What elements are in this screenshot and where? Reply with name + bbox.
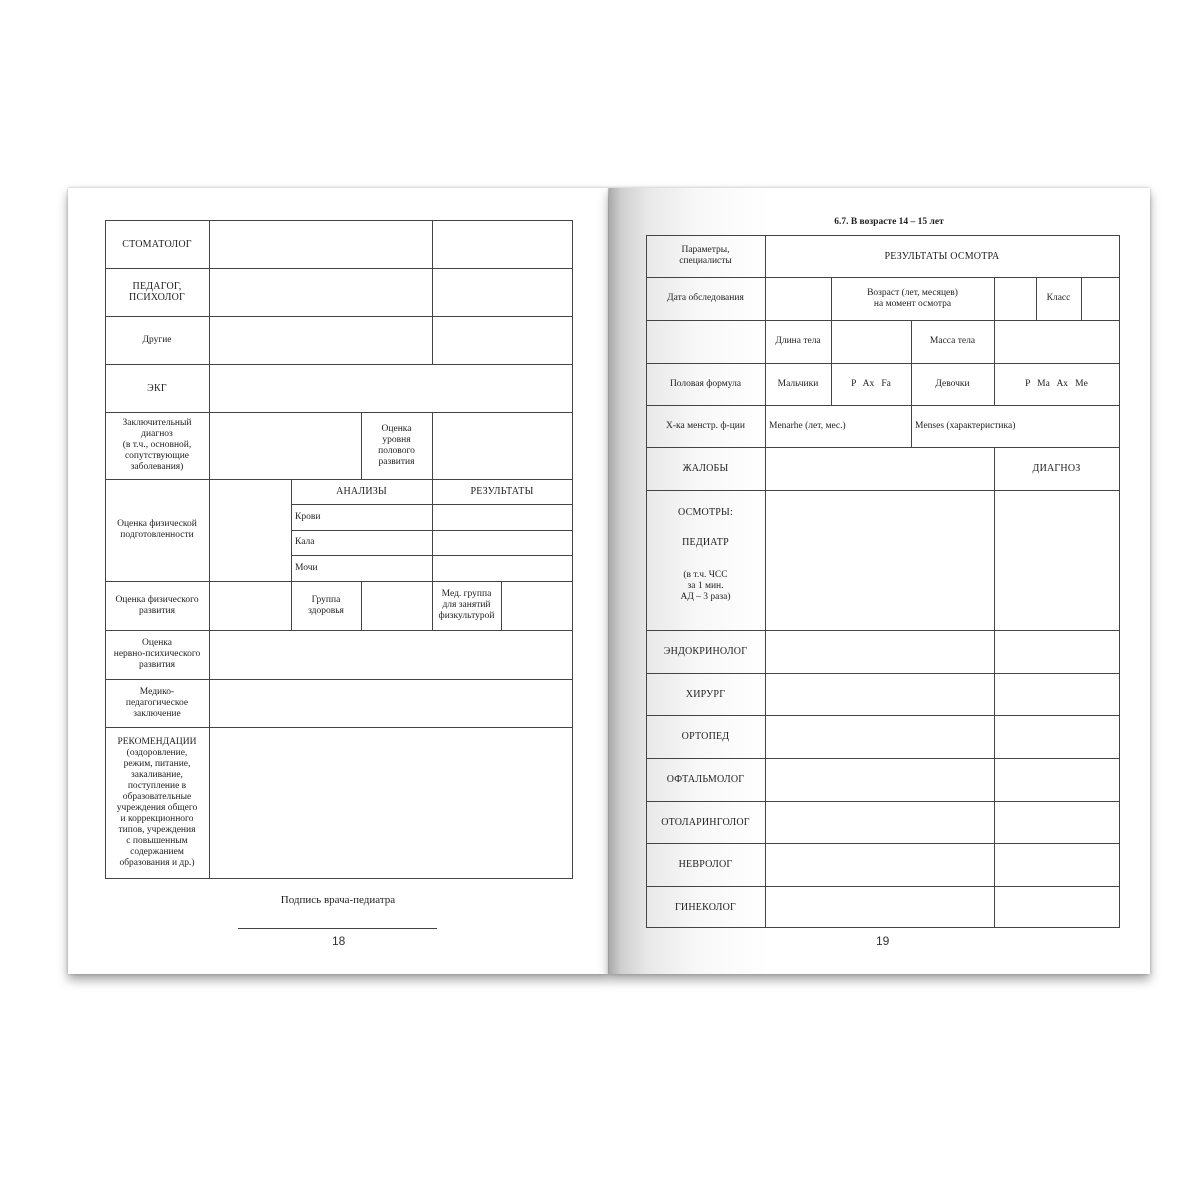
label-complaints: ЖАЛОБЫ bbox=[682, 463, 729, 474]
row-label-final-diagnosis: Заключительный диагноз (в т.ч., основной, сопутствующие заболевания) bbox=[122, 418, 192, 472]
label-stool: Кала bbox=[295, 537, 315, 547]
label-specialist-gynecologist: ГИНЕКОЛОГ bbox=[674, 901, 737, 913]
row-label-neuro-development: Оценка нервно-психического развития bbox=[113, 638, 201, 670]
label-specialist-otolaryngologist: ОТОЛАРИНГОЛОГ bbox=[661, 816, 750, 828]
page-18 bbox=[68, 188, 609, 974]
label-specialist-ophthalmologist: ОФТАЛЬМОЛОГ bbox=[666, 774, 745, 785]
header-params: Параметры, специалисты bbox=[679, 245, 732, 266]
page-number-right: 19 bbox=[876, 934, 890, 948]
label-sexual-development: Оценка уровня полового развития bbox=[378, 423, 415, 467]
label-menstrual-function: Х-ка менстр. ф-ции bbox=[666, 420, 745, 431]
row-label-medico-pedagogical: Медико- педагогическое заключение bbox=[125, 686, 189, 719]
signature-line bbox=[238, 928, 437, 929]
label-pediatrician: ПЕДИАТР bbox=[682, 536, 729, 548]
page-number-left: 18 bbox=[332, 934, 346, 948]
signature-label: Подпись врача-педиатра bbox=[280, 893, 396, 906]
header-analyses: АНАЛИЗЫ bbox=[336, 486, 387, 497]
label-pediatrician-note: (в т.ч. ЧСС за 1 мин. АД – 3 раза) bbox=[680, 569, 731, 602]
row-label-drugie: Другие bbox=[142, 334, 172, 345]
row-label-physical-development: Оценка физического развития bbox=[115, 594, 199, 616]
label-sex-formula: Половая формула bbox=[669, 378, 742, 389]
label-body-mass: Масса тела bbox=[929, 336, 976, 346]
section-title: 6.7. В возрасте 14 – 15 лет bbox=[834, 216, 944, 227]
row-label-pedagog: ПЕДАГОГ, ПСИХОЛОГ bbox=[129, 281, 185, 303]
row-label-recommendations: РЕКОМЕНДАЦИИ (оздоровление, режим, питание, закаливание, поступление в образовательные учреждения общего и коррекционного типов, учреждения с повышенным содержанием образования и др.) bbox=[116, 736, 198, 868]
label-blood: Крови bbox=[295, 511, 321, 522]
header-results: РЕЗУЛЬТАТЫ ОСМОТРА bbox=[884, 250, 1000, 262]
label-boys: Мальчики bbox=[777, 378, 819, 389]
label-specialist-orthopedist: ОРТОПЕД bbox=[681, 731, 730, 742]
label-diagnosis: ДИАГНОЗ bbox=[1032, 463, 1081, 474]
label-class: Класс bbox=[1046, 293, 1071, 303]
row-label-ekg: ЭКГ bbox=[147, 382, 167, 394]
page-19 bbox=[609, 188, 1150, 974]
label-girls-codes: P Ma Ax Me bbox=[1025, 378, 1088, 389]
label-menarhe: Menarhe (лет, мес.) bbox=[769, 420, 846, 431]
label-age: Возраст (лет, месяцев) на момент осмотра bbox=[867, 287, 958, 309]
label-girls: Девочки bbox=[935, 378, 970, 389]
label-specialist-surgeon: ХИРУРГ bbox=[685, 688, 726, 700]
label-urine: Мочи bbox=[295, 562, 318, 573]
label-menses: Menses (характеристика) bbox=[915, 420, 1016, 431]
label-body-length: Длина тела bbox=[775, 336, 821, 346]
label-medical-group: Мед. группа для занятий физкультурой bbox=[438, 589, 495, 621]
header-results: РЕЗУЛЬТАТЫ bbox=[470, 486, 534, 497]
row-label-stomatolog: СТОМАТОЛОГ bbox=[122, 238, 192, 250]
row-label-physical-fitness: Оценка физической подготовленности bbox=[117, 519, 197, 540]
label-health-group: Группа здоровья bbox=[308, 594, 344, 616]
label-exam-date: Дата обследования bbox=[667, 293, 744, 303]
label-examinations: ОСМОТРЫ: bbox=[678, 506, 733, 518]
label-specialist-neurologist: НЕВРОЛОГ bbox=[678, 859, 733, 870]
label-boys-codes: P Ax Fa bbox=[851, 378, 891, 389]
label-specialist-endocrinologist: ЭНДОКРИНОЛОГ bbox=[663, 646, 748, 657]
